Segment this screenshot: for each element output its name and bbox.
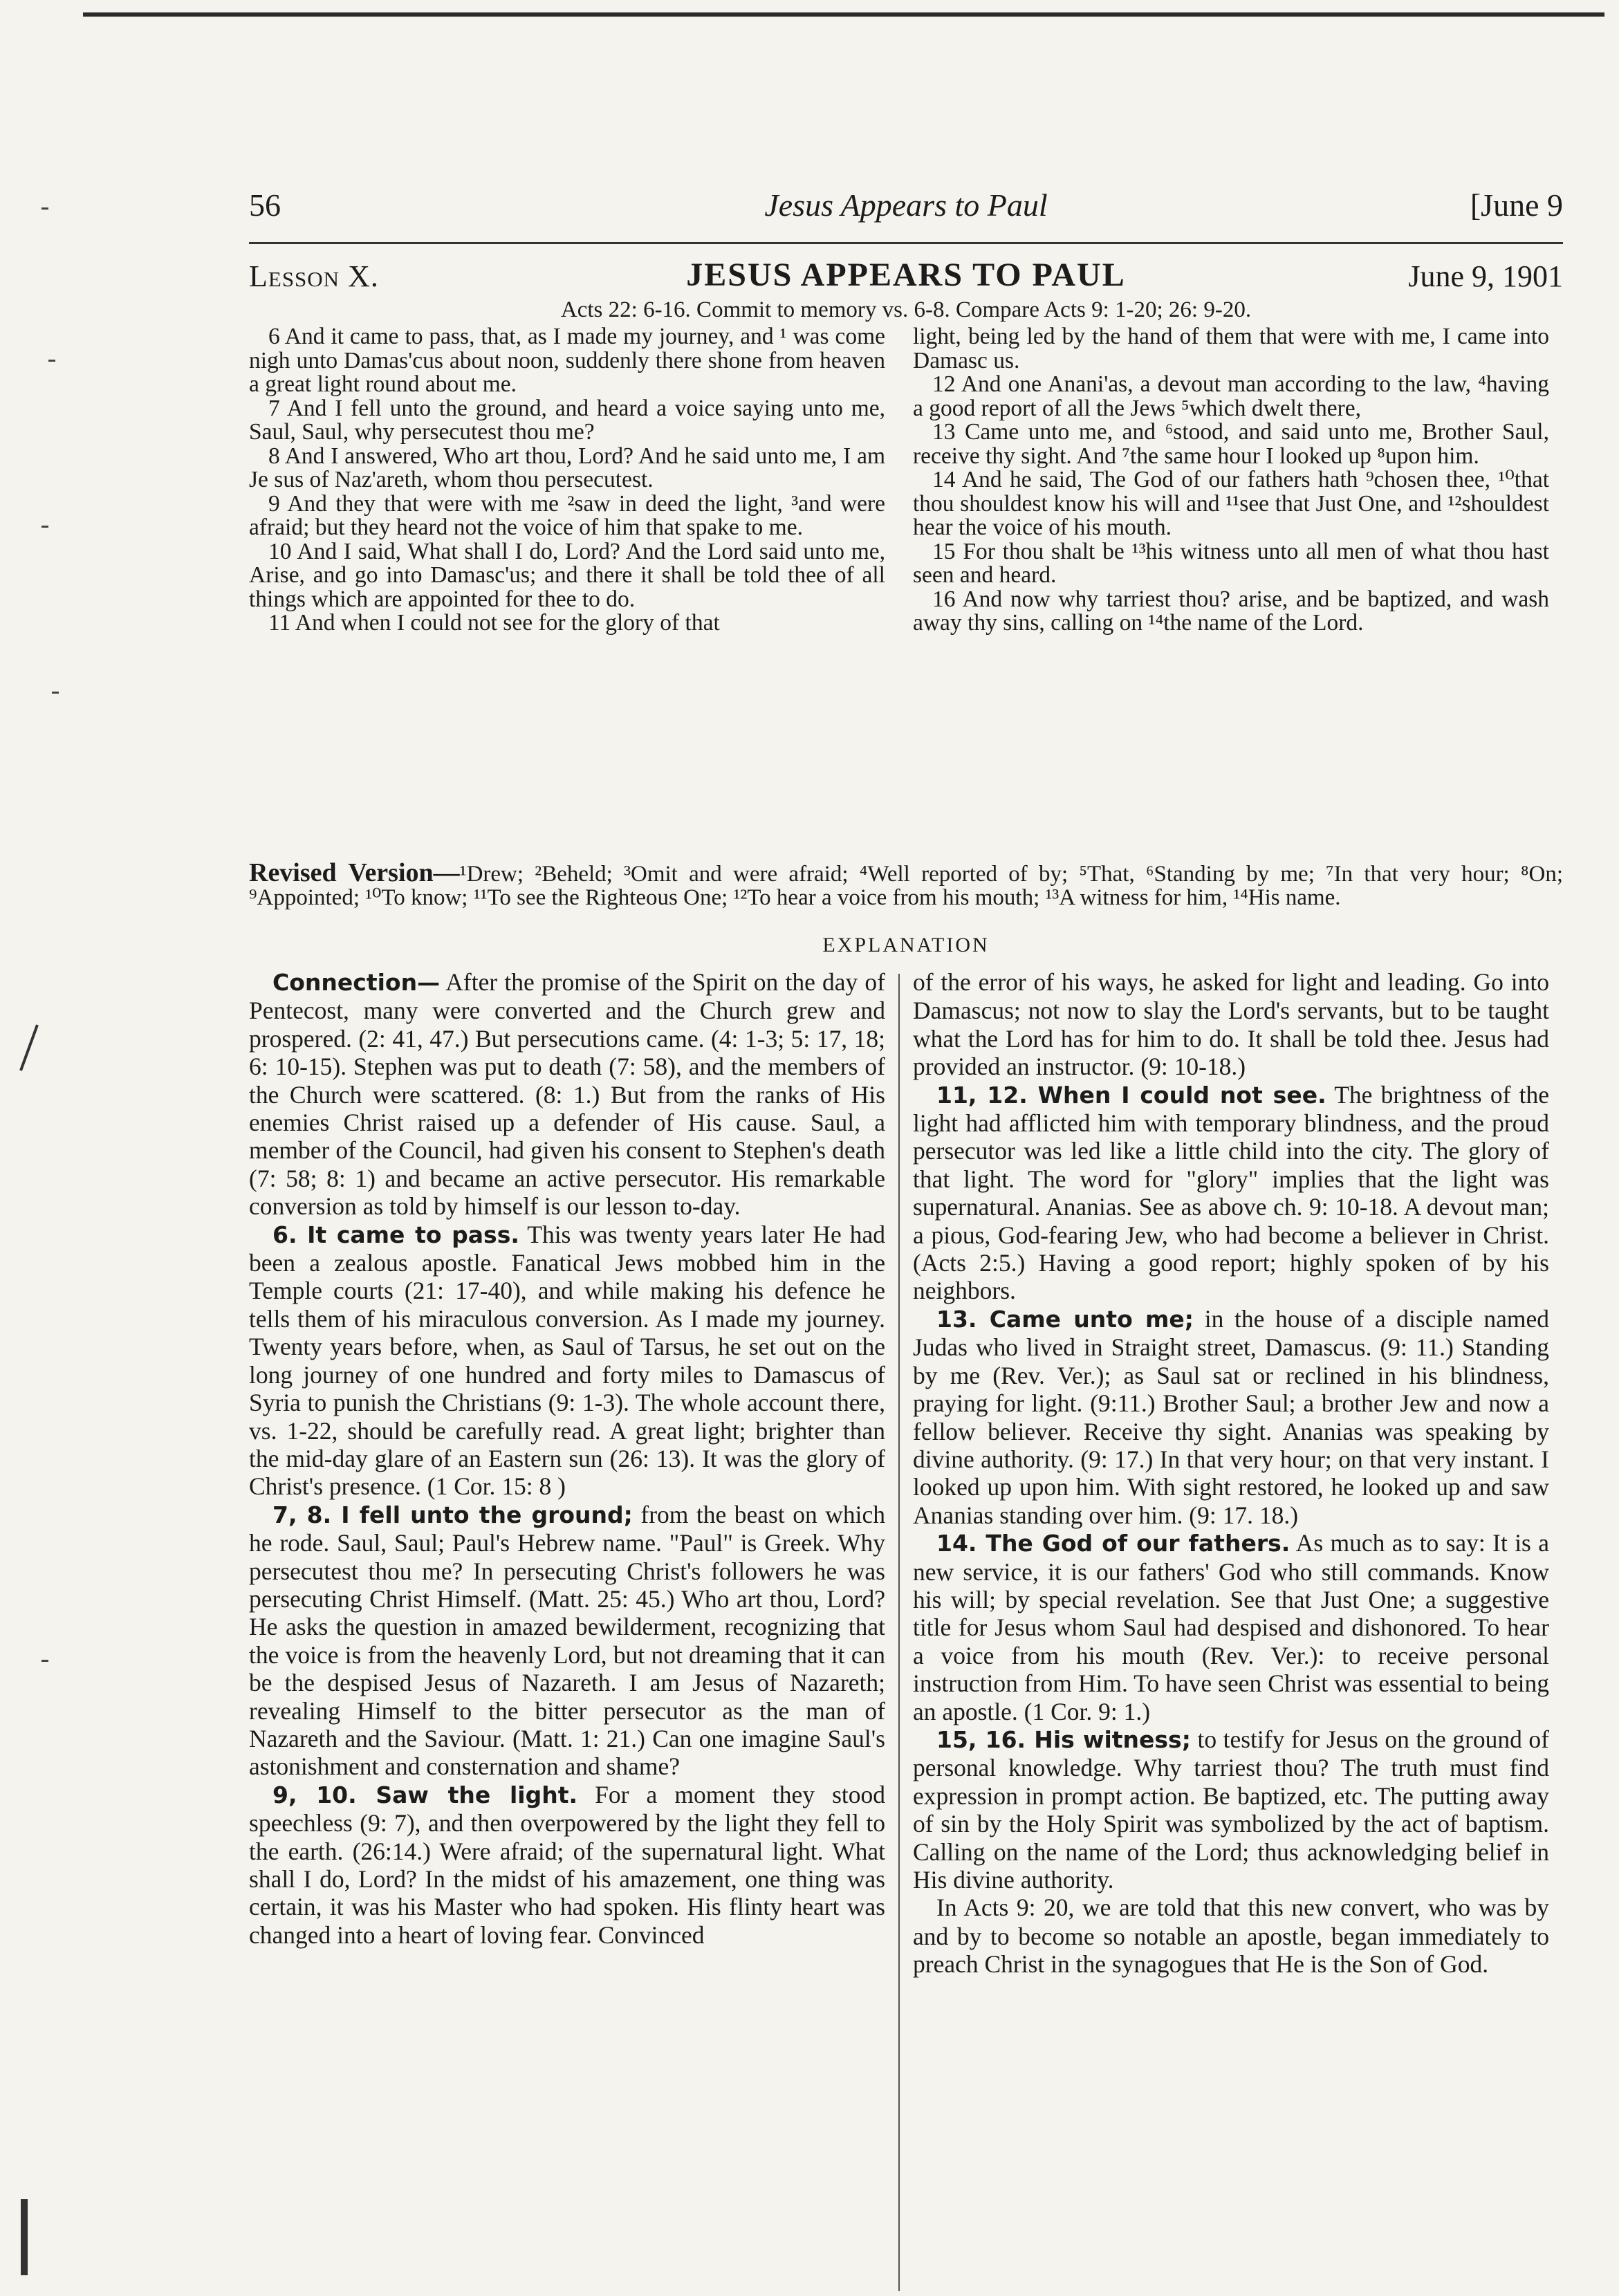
lesson-references: Acts 22: 6-16. Commit to memory vs. 6-8. Compare Acts 9: 1-20; 26: 9-20. bbox=[560, 297, 1252, 322]
lesson-heading bbox=[249, 256, 1563, 297]
explanation-paragraph bbox=[249, 1781, 885, 1949]
scripture-verse: 13 Came unto me, and ⁶stood, and said unto me, Brother Saul, receive thy sight. And ⁷the same hour I looked up ⁸upon him. bbox=[913, 419, 1549, 469]
scripture-column-left bbox=[249, 325, 885, 636]
explanation-paragraph bbox=[913, 968, 1549, 1081]
paragraph-text: In Acts 9: 20, we are told that this new convert, who was by and by to become so notable an apostle, began immediately to preach Christ in the synagogues that He is the Son of God. bbox=[913, 1894, 1549, 1979]
scripture-verse: 15 For thou shalt be ¹³his witness unto all men of what thou hast seen and heard. bbox=[913, 538, 1549, 588]
scan-left-margin bbox=[0, 0, 76, 2280]
scripture-verse: 6 And it came to pass, that, as I made my journey, and ¹ was come nigh unto Damas'cus about noon, suddenly there shone from heaven a great light round about me. bbox=[249, 324, 885, 397]
paragraph-text: As much as to say: It is a new service, it is our fathers' God who still commands. Know his will; by special revelation. See that Just One; a suggestive title for Jesus whom Saul had despised and dishonored. To hear a voice from his mouth (Rev. Ver.): to receive personal instruction from Him. To have seen Christ was essential to being an apostle. (1 Cor. 9: 1.) bbox=[913, 1529, 1549, 1725]
running-title: Jesus Appears to Paul bbox=[764, 187, 1048, 223]
paragraph-keyword: 6. It came to pass. bbox=[272, 1221, 519, 1248]
paragraph-keyword: 9, 10. Saw the light. bbox=[272, 1781, 578, 1808]
scripture-verse: 11 And when I could not see for the glory of that bbox=[268, 610, 720, 636]
revised-version-text: ¹Drew; ²Beheld; ³Omit and were afraid; ⁴Well reported of by; ⁵That, ⁶Standing by me; ⁷In that very hour; ⁸On; ⁹Appointed; ¹⁰To know; ¹¹To see the Righteous One; ¹²To hear a voice from his mouth; ¹³A witness for him, ¹⁴His name. bbox=[249, 862, 1564, 910]
scripture-verse: 7 And I fell unto the ground, and heard a voice saying unto me, Saul, Saul, why persecutest thou me? bbox=[249, 395, 885, 445]
scripture-verse: 16 And now why tarriest thou? arise, and be baptized, and wash away thy sins, calling on ¹⁴the name of the Lord. bbox=[913, 586, 1549, 636]
paragraph-text: of the error of his ways, he asked for light and leading. Go into Damascus; not now to slay the Lord's servants, but to be taught what the Lord has for him to do. It shall be told thee. Jesus had provided an instructor. (9: 10-18.) bbox=[913, 968, 1549, 1081]
margin-tick bbox=[41, 207, 48, 210]
margin-tick bbox=[52, 692, 59, 694]
revised-version-note bbox=[249, 858, 1564, 910]
explanation-paragraph bbox=[913, 1081, 1549, 1305]
paragraph-text: from the beast on which he rode. Saul, Saul; Paul's Hebrew name. "Paul" is Greek. Why persecutest thou me? In persecuting Christ's followers he was persecuting Christ Himself. (Matt. 25: 45.) Who art thou, Lord? He asks the question in amazed bewilderment, recognizing that the voice is from the heavenly Lord, but not dreaming that it can be the despised Jesus of Nazareth. I am Jesus of Nazareth; revealing Himself to the bitter persecutor as the man of Nazareth and the Saviour. (Matt. 1: 21.) Can one imagine Saul's astonishment and consternation and shame? bbox=[249, 1500, 885, 1781]
lesson-number: Lesson X. bbox=[249, 259, 379, 293]
explanation-paragraph bbox=[249, 1501, 885, 1781]
scripture-verse: 8 And I answered, Who art thou, Lord? And he said unto me, I am Je sus of Naz'areth, whom thou persecutest. bbox=[249, 443, 885, 492]
margin-tick bbox=[41, 526, 48, 528]
margin-tick bbox=[48, 360, 55, 362]
explanation-heading: EXPLANATION bbox=[822, 934, 990, 956]
paragraph-text: This was twenty years later He had been a zealous apostle. Fanatical Jews mobbed him in the Temple courts (21: 17-40), and while making his defence he tells them of his miraculous conversion. As I made my journey. Twenty years before, when, as Saul of Tarsus, he set out on the long journey of one hundred and forty miles to Damascus of Syria to punish the Christians (9: 1-3). The whole account there, vs. 1-22, should be carefully read. A great light; brighter than the mid-day glare of an Eastern sun (26: 13). It was the glory of Christ's presence. (1 Cor. 15: 8 ) bbox=[249, 1220, 885, 1501]
scan-top-edge bbox=[83, 12, 1604, 17]
scripture-verse: 12 And one Anani'as, a devout man according to the law, ⁴having a good report of all the Jews ⁵which dwelt there, bbox=[913, 371, 1549, 421]
paragraph-keyword: 14. The God of our fathers. bbox=[936, 1530, 1290, 1557]
explanation-body bbox=[249, 968, 1563, 2296]
scripture-verse: 10 And I said, What shall I do, Lord? And the Lord said unto me, Arise, and go into Damasc'us; and there it shall be told thee of all things which are appointed for thee to do. bbox=[249, 538, 885, 612]
paragraph-text: in the house of a disciple named Judas who lived in Straight street, Damascus. (9: 11.) Standing by me (Rev. Ver.); as Saul sat or reclined in his blindness, praying for light. (9:11.) Brother Saul; a brother Jew and now a fellow believer. Receive thy sight. Ananias was speaking by divine authority. (9: 17.) In that very hour; on that very instant. I looked up upon him. With sight restored, he looked up and saw Ananias standing over him. (9: 17. 18.) bbox=[913, 1304, 1549, 1529]
scripture-verse: light, being led by the hand of them that were with me, I came into Damasc us. bbox=[913, 324, 1549, 373]
explanation-column-right bbox=[913, 968, 1549, 1979]
header-rule bbox=[249, 242, 1563, 244]
running-date: [June 9 bbox=[1470, 187, 1563, 223]
explanation-paragraph bbox=[913, 1894, 1549, 1978]
lesson-date: June 9, 1901 bbox=[1408, 259, 1563, 293]
explanation-paragraph bbox=[249, 1221, 885, 1501]
paragraph-keyword: 11, 12. When I could not see. bbox=[936, 1081, 1326, 1109]
margin-tick bbox=[41, 1660, 48, 1662]
explanation-paragraph bbox=[913, 1305, 1549, 1529]
running-header bbox=[249, 187, 1563, 228]
lesson-title: JESUS APPEARS TO PAUL bbox=[686, 257, 1126, 293]
paragraph-keyword: 15, 16. His witness; bbox=[936, 1725, 1191, 1753]
paragraph-keyword: 13. Came unto me; bbox=[936, 1305, 1194, 1333]
paragraph-keyword: Connection— bbox=[272, 969, 441, 996]
column-divider bbox=[898, 974, 900, 2291]
paragraph-text: For a moment they stood speechless (9: 7), and then overpowered by the light they fell to the earth. (26:14.) Were afraid; of the supernatural light. What shall I do, Lord? In the midst of his amazement, one thing was certain, it was his Master who had spoken. His flinty heart was changed into a heart of loving fear. Convinced bbox=[249, 1780, 885, 1949]
scripture-column-right bbox=[913, 325, 1549, 636]
explanation-paragraph bbox=[249, 968, 885, 1221]
pencil-mark bbox=[19, 1024, 39, 1071]
paragraph-text: After the promise of the Spirit on the day of Pentecost, many were converted and the Church grew and prospered. (2: 41, 47.) But persecutions came. (4: 1-3; 5: 17, 18; 6: 10-15). Stephen was put to death (7: 58), and the members of the Church were scattered. (8: 1.) But from the ranks of His enemies Christ raised up a defender of His cause. Saul, a member of the Council, had given his consent to Stephen's death (7: 58; 8: 1) and became an active persecutor. His remarkable conversion as told by himself is our lesson to-day. bbox=[249, 968, 885, 1221]
binding-mark bbox=[21, 2199, 28, 2275]
page-number: 56 bbox=[249, 187, 281, 223]
scripture-text bbox=[249, 325, 1563, 858]
paragraph-keyword: 7, 8. I fell unto the ground; bbox=[272, 1501, 633, 1528]
explanation-column-left bbox=[249, 968, 885, 1949]
paragraph-text: The brightness of the light had afflicted him with temporary blindness, and the proud persecutor was led like a little child into the city. The glory of that light. The word for "glory" implies that the light was supernatural. Ananias. See as above ch. 9: 10-18. A devout man; a pious, God-fearing Jew, who had become a believer in Christ. (Acts 2:5.) Having a good report; highly spoken of by his neighbors. bbox=[913, 1080, 1550, 1305]
paragraph-text: to testify for Jesus on the ground of personal knowledge. Why tarriest thou? The truth must find expression in prompt action. Be baptized, etc. The putting away of sin by the Holy Spirit was symbolized by the act of baptism. Calling on the name of the Lord; thus acknowledging belief in His divine authority. bbox=[913, 1725, 1549, 1894]
scripture-verse: 14 And he said, The God of our fathers hath ⁹chosen thee, ¹⁰that thou shouldest know his will and ¹¹see that Just One, and ¹²shouldest hear the voice of his mouth. bbox=[913, 467, 1549, 540]
explanation-paragraph bbox=[913, 1529, 1549, 1725]
revised-version-label: Revised Version— bbox=[249, 858, 460, 887]
explanation-paragraph bbox=[913, 1725, 1549, 1894]
scripture-verse: 9 And they that were with me ²saw in deed the light, ³and were afraid; but they heard not the voice of him that spake to me. bbox=[249, 490, 885, 540]
